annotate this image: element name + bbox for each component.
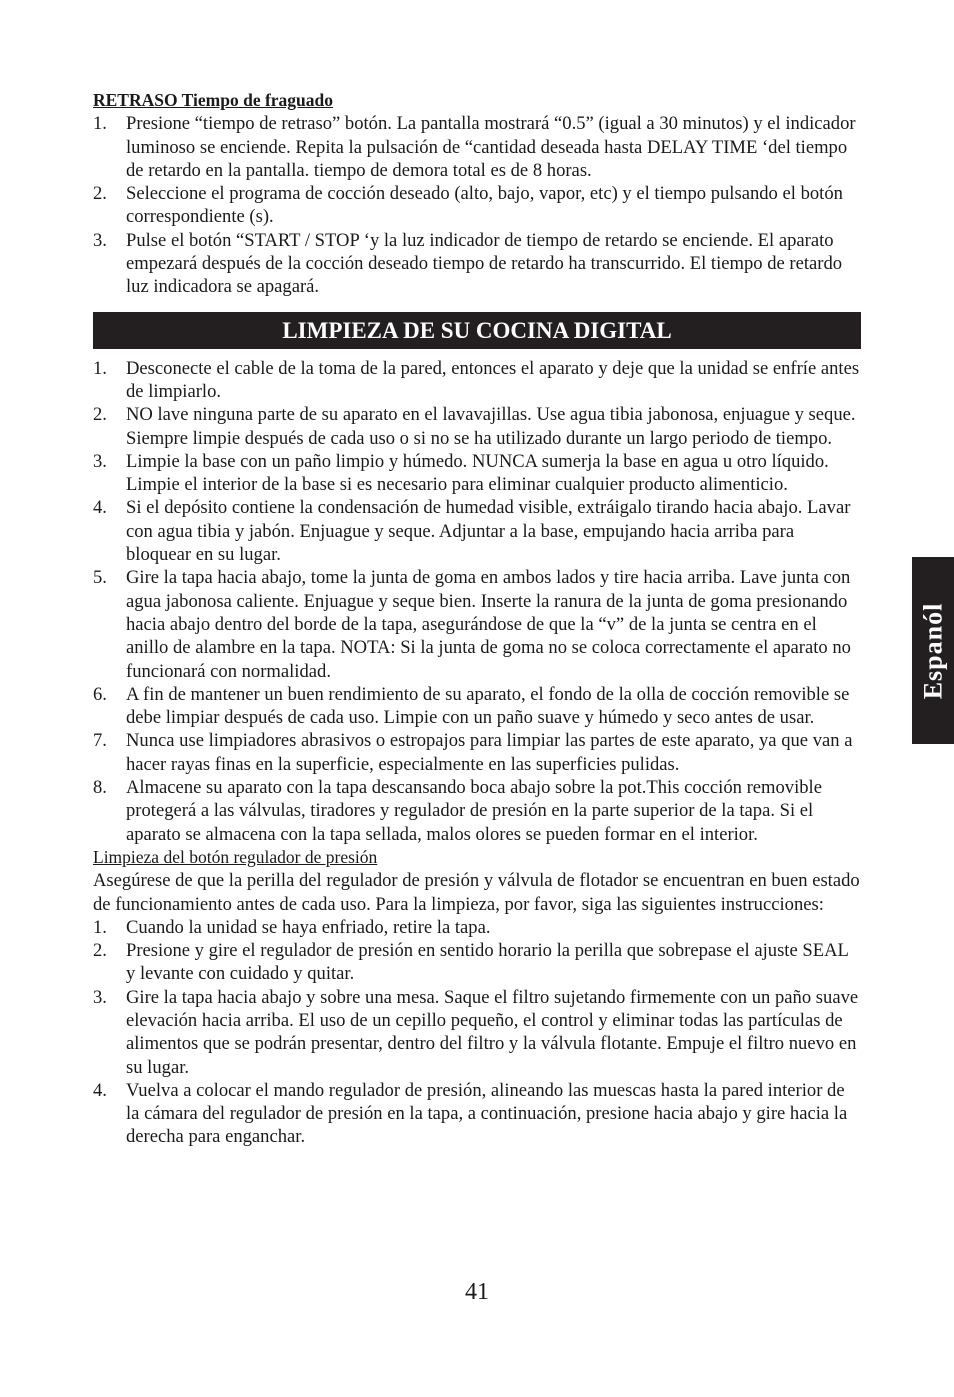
cleaning-banner: LIMPIEZA DE SU COCINA DIGITAL [93,312,861,349]
item-text: Si el depósito contiene la condensación de humedad visible, extráigalo tirando hacia abajo. Lavar con agua tibia y jabón. Enjuague y seque. Adjuntar a la base, empujando hacia arriba para bloquear en su lugar. [126,497,851,566]
list-item [93,403,861,450]
list-item [93,939,861,986]
item-number: 6. [93,683,107,705]
item-number: 2. [93,940,107,962]
list-item [93,357,861,404]
regulator-intro: Asegúrese de que la perilla del regulador de presión y válvula de flotador se encuentran en buen estado de funcionamiento antes de cada uso. Para la limpieza, por favor, siga las siguientes instrucciones: [93,870,860,915]
item-number: 4. [93,1079,107,1101]
item-text: Limpie la base con un paño limpio y húmedo. NUNCA sumerja la base en agua u otro líquido. Limpie el interior de la base si es necesario para eliminar cualquier producto alimenticio. [126,450,829,496]
list-item [93,1079,861,1149]
item-text: Presione y gire el regulador de presión en sentido horario la perilla que sobrepase el ajuste SEAL y levante con cuidado y quitar. [126,940,849,985]
regulator-heading: Limpieza del botón regulador de presión [93,846,378,867]
item-text: Desconecte el cable de la toma de la pared, entonces el aparato y deje que la unidad se enfríe antes de limpiarlo. [126,357,860,402]
item-number: 2. [93,183,107,205]
page-number: 41 [465,1279,489,1305]
list-item [93,986,861,1079]
item-number: 5. [93,567,107,589]
item-text: Seleccione el programa de cocción deseado (alto, bajo, vapor, etc) y el tiempo pulsando el botón correspondiente (s). [126,183,843,228]
list-item [93,229,861,299]
list-item [93,916,861,939]
list-item [93,112,861,182]
list-item [93,450,861,497]
delay-steps [93,112,861,298]
page-content [93,89,861,1149]
item-text: Gire la tapa hacia abajo y sobre una mesa. Saque el filtro sujetando firmemente con un paño suave elevación hacia arriba. El uso de un cepillo pequeño, el control y eliminar todas las partículas de alimentos que se podrán presentar, dentro del filtro y la válvula flotante. Empuje el filtro nuevo en su lugar. [126,986,859,1078]
item-text: Presione “tiempo de retraso” botón. La pantalla mostrará “0.5” (igual a 30 minutos) y el indicador luminoso se enciende. Repita la pulsación de “cantidad deseada hasta DELAY TIME ‘del tiempo de retardo en la pantalla. tiempo de demora total es de 8 horas. [126,113,856,181]
cleaning-steps [93,357,861,846]
item-number: 3. [93,450,107,472]
item-text: Nunca use limpiadores abrasivos o estropajos para limpiar las partes de este aparato, ya que van a hacer rayas finas en la superficie, especialmente en las superficies pulidas. [126,730,853,775]
list-item [93,729,861,776]
language-tab [912,557,954,744]
item-text: Cuando la unidad se haya enfriado, retire la tapa. [126,916,491,938]
regulator-steps [93,916,861,1149]
item-number: 3. [93,229,107,251]
item-number: 7. [93,730,107,752]
item-text: NO lave ninguna parte de su aparato en el lavavajillas. Use agua tibia jabonosa, enjuague y seque. Siempre limpie después de cada uso o si no se ha utilizado durante un largo periodo de tiempo. [126,404,856,449]
item-number: 3. [93,986,107,1008]
item-number: 1. [93,916,107,938]
item-text: A fin de mantener un buen rendimiento de su aparato, el fondo de la olla de cocción removible se debe limpiar después de cada uso. Limpie con un paño suave y húmedo y seco antes de usar. [126,683,850,729]
delay-heading: RETRASO Tiempo de fraguado [93,90,334,110]
list-item [93,496,861,566]
item-number: 2. [93,404,107,426]
item-number: 8. [93,777,107,799]
item-number: 1. [93,357,107,379]
item-number: 4. [93,497,107,519]
list-item [93,683,861,730]
item-text: Almacene su aparato con la tapa descansando boca abajo sobre la pot.This cocción removible protegerá a las válvulas, tiradores y regulador de presión en la parte superior de la tapa. Si el aparato se almacena con la tapa sellada, malos olores se pueden formar en el interior. [126,777,822,845]
item-text: Pulse el botón “START / STOP ‘y la luz indicador de tiempo de retardo se enciende. El aparato empezará después de la cocción deseado tiempo de retardo ha transcurrido. El tiempo de retardo luz indicadora se apagará. [126,229,843,298]
list-item [93,182,861,229]
list-item [93,776,861,846]
list-item [93,566,861,682]
item-text: Gire la tapa hacia abajo, tome la junta de goma en ambos lados y tire hacia arriba. Lave junta con agua jabonosa caliente. Enjuague y seque bien. Inserte la ranura de la junta de goma presionando hacia abajo dentro del borde de la tapa, asegurándose de que la “v” de la junta se centra en el anillo de alambre en la tapa. NOTA: Si la junta de goma no se coloca correctamente el aparato no funcionará con normalidad. [126,567,851,682]
language-tab-label: Espanól [918,602,948,699]
item-text: Vuelva a colocar el mando regulador de presión, alineando las muescas hasta la pared interior de la cámara del regulador de presión en la tapa, a continuación, presione hacia abajo y gire hacia la derecha para enganchar. [126,1079,848,1148]
item-number: 1. [93,113,107,135]
